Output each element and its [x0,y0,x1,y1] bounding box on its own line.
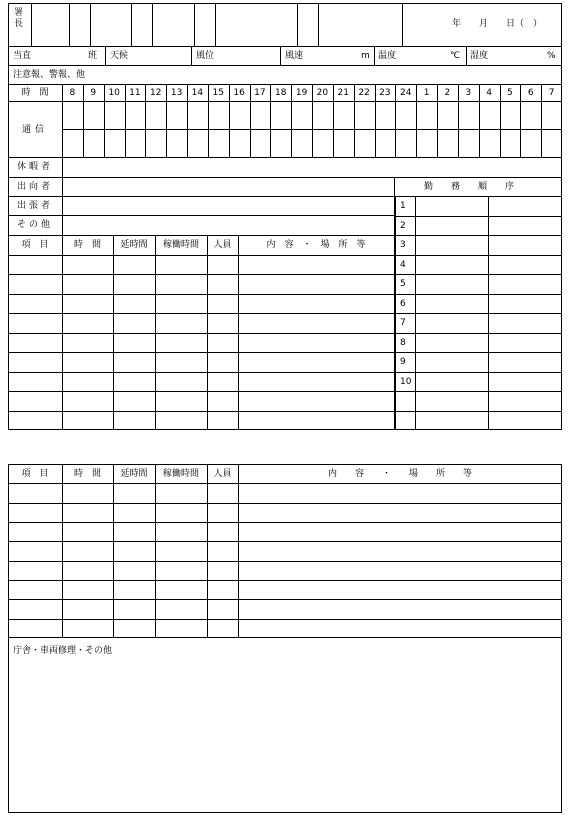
duty-order-cell[interactable] [488,196,562,216]
duty-order-cell[interactable] [488,372,562,392]
training-row [8,196,396,216]
activity-cell[interactable] [238,333,394,353]
activity-cell[interactable] [62,255,113,275]
duty-order-cell[interactable] [488,333,562,353]
weather-label: 天候 [110,51,129,61]
duty-order-cell[interactable] [415,372,488,392]
duty-order-cell[interactable] [488,255,562,275]
duty-order-cell[interactable] [488,391,562,411]
wind-speed-label: 風速 [285,51,304,61]
temperature-label: 温度 [378,51,397,61]
activity2-header-people: 人員 [213,469,232,479]
activity-cell[interactable] [155,352,207,372]
duty-order-cell[interactable] [488,352,562,372]
hour-label: 13 [170,88,183,98]
activity-cell[interactable] [207,294,238,314]
activity-cell[interactable] [155,483,207,502]
hour-label: 10 [108,88,120,98]
comm-cell[interactable] [291,101,312,157]
activity-cell[interactable] [207,561,238,580]
hour-label: 24 [399,88,412,98]
hour-label: 18 [274,88,287,98]
duty-label: 当直 [13,51,32,61]
wind-direction-label: 風位 [196,51,215,61]
activity-cell[interactable] [113,619,155,638]
activity2-header-item: 項 目 [21,469,49,479]
duty-order-number: 2 [400,220,406,231]
shift-label: 班 [88,51,98,61]
activity-cell[interactable] [113,372,155,392]
duty-order-cell[interactable] [415,391,488,411]
activity-cell[interactable] [62,522,113,541]
activity-header-time: 時 間 [73,240,101,250]
activity-cell[interactable] [207,411,238,431]
off-duty-label: 休暇者 [16,162,53,172]
hour-label: 8 [69,88,76,98]
duty-order-cell[interactable] [488,411,562,431]
comm-cell[interactable] [437,101,458,157]
activity-cell[interactable] [207,599,238,618]
activity-cell[interactable] [207,372,238,392]
activity-cell[interactable] [155,522,207,541]
duty-order-number: 9 [400,357,406,367]
stamp-divider [297,3,298,47]
hour-label: 7 [548,88,555,98]
activity-cell[interactable] [8,599,62,618]
duty-order-cell[interactable] [415,274,488,294]
duty-order-number: 5 [400,279,406,289]
activity-cell[interactable] [8,372,62,392]
activity-cell[interactable] [207,313,238,333]
activity-cell[interactable] [62,294,113,314]
duty-order-cell[interactable] [488,313,562,333]
activity-cell[interactable] [62,411,113,431]
chief-label: 署長 [12,7,22,29]
activity-cell[interactable] [113,333,155,353]
comm-cell[interactable] [187,101,208,157]
comm-cell[interactable] [83,101,104,157]
duty-order-cell[interactable] [415,294,488,314]
activity-cell[interactable] [8,294,62,314]
hour-label: 17 [254,88,266,98]
training-label: 出張者 [16,201,53,211]
activity-cell[interactable] [207,580,238,599]
activity-header-work-time: 稼働時間 [162,240,199,250]
activity-cell[interactable] [155,541,207,560]
activity-cell[interactable] [207,391,238,411]
activity-cell[interactable] [207,522,238,541]
activity-cell[interactable] [113,352,155,372]
activity-cell[interactable] [207,352,238,372]
activity-cell[interactable] [113,561,155,580]
comm-cell[interactable] [333,101,354,157]
hour-label: 9 [90,88,97,98]
activity-cell[interactable] [155,391,207,411]
activity-cell[interactable] [8,561,62,580]
off-duty-row [8,157,562,178]
hour-label: 14 [191,88,204,98]
activity2-header-time: 時 間 [73,469,101,479]
notes-label: 庁舎・車両修理・その他 [13,646,113,656]
activity-cell[interactable] [62,274,113,294]
activity-cell[interactable] [8,274,62,294]
activity-cell[interactable] [62,313,113,333]
activity-cell[interactable] [207,255,238,275]
activity-cell[interactable] [207,503,238,522]
activity-cell[interactable] [238,391,394,411]
comm-cell[interactable] [541,101,562,157]
hour-label: 12 [149,88,162,98]
duty-order-cell[interactable] [415,333,488,353]
hour-label: 4 [486,88,492,98]
activity-cell[interactable] [238,274,394,294]
activity-cell[interactable] [113,313,155,333]
comm-cell[interactable] [354,101,375,157]
dispatched-label: 出向者 [16,182,53,192]
activity-cell[interactable] [155,255,207,275]
activity-cell[interactable] [207,619,238,638]
activity-cell[interactable] [238,483,562,502]
activity-cell[interactable] [113,391,155,411]
activity-cell[interactable] [238,372,394,392]
activity-cell[interactable] [8,503,62,522]
activity-cell[interactable] [238,580,562,599]
hour-label: 5 [507,88,513,98]
comm-cell[interactable] [500,101,521,157]
activity-cell[interactable] [238,313,394,333]
activity-cell[interactable] [155,333,207,353]
hour-label: 11 [129,88,141,98]
hour-label: 1 [423,88,430,98]
comm-cell[interactable] [145,101,166,157]
comm-cell[interactable] [416,101,437,157]
comm-cell[interactable] [375,101,396,157]
activity-cell[interactable] [62,599,113,618]
activity-cell[interactable] [155,503,207,522]
hour-label: 2 [444,88,451,98]
duty-order-cell[interactable] [415,313,488,333]
activity-cell[interactable] [155,561,207,580]
activity-cell[interactable] [62,333,113,353]
activity-cell[interactable] [155,313,207,333]
activity-cell[interactable] [62,352,113,372]
comm-cell[interactable] [479,101,500,157]
duty-order-number: 6 [400,298,406,309]
duty-order-cell[interactable] [488,294,562,314]
stamp-box[interactable] [215,3,297,47]
activity-cell[interactable] [238,522,562,541]
duty-order-header: 勤務順序 [423,182,532,192]
activity-cell[interactable] [238,619,562,638]
comm-cell[interactable] [62,101,83,157]
activity-cell[interactable] [155,372,207,392]
activity-cell[interactable] [8,541,62,560]
activity-cell[interactable] [113,483,155,502]
activity-cell[interactable] [207,274,238,294]
activity-cell[interactable] [155,274,207,294]
date-label: 年 月 日（ ） [452,19,543,29]
humidity-unit: % [547,51,556,61]
activity-cell[interactable] [238,411,394,431]
hour-label: 19 [295,88,308,98]
hour-label: 22 [358,88,370,98]
activity-header-people: 人員 [213,240,232,250]
activity-cell[interactable] [113,522,155,541]
wind-speed-unit: m [361,51,370,61]
stamp-divider [402,3,403,47]
comm-cell[interactable] [229,101,250,157]
activity-cell[interactable] [113,255,155,275]
activity-cell[interactable] [238,503,562,522]
humidity-label: 湿度 [470,51,489,61]
comm-cell[interactable] [166,101,187,157]
activity-cell[interactable] [8,313,62,333]
hour-label: 20 [316,88,329,98]
duty-order-cell[interactable] [488,235,562,255]
activity-cell[interactable] [155,580,207,599]
stamp-divider [69,3,70,47]
activity-cell[interactable] [62,561,113,580]
activity2-header-total-time: 延時間 [120,469,148,479]
stamp-box[interactable] [90,3,131,47]
activity2-header-content: 内 容 ・ 場 所 等 [327,469,472,479]
duty-order-number: 3 [400,240,406,250]
activity-cell[interactable] [62,541,113,560]
activity-cell[interactable] [155,599,207,618]
stamp-divider [131,3,132,47]
comm-cell[interactable] [250,101,271,157]
comm-label: 通信 [21,125,48,135]
duty-order-number: 10 [400,376,412,387]
duty-order-number: 4 [400,259,406,270]
comm-cell[interactable] [312,101,333,157]
duty-order-cell[interactable] [415,196,488,216]
comm-cell[interactable] [395,101,416,157]
hour-label: 6 [527,88,534,98]
activity-cell[interactable] [62,619,113,638]
time-row-label: 時 間 [21,88,49,98]
duty-order-cell[interactable] [415,411,488,431]
activity-header-content: 内 容 ・ 場 所 等 [266,240,366,250]
comm-cell[interactable] [208,101,229,157]
activity-cell[interactable] [207,483,238,502]
activity-cell[interactable] [238,352,394,372]
stamp-box[interactable] [152,3,194,47]
comm-cell[interactable] [458,101,479,157]
activity-cell[interactable] [62,391,113,411]
activity-cell[interactable] [8,483,62,502]
comm-cell[interactable] [270,101,291,157]
activity-cell[interactable] [238,294,394,314]
duty-order-cell[interactable] [488,216,562,236]
comm-cell[interactable] [520,101,541,157]
activity-cell[interactable] [8,580,62,599]
comm-cell[interactable] [104,101,125,157]
activity-cell[interactable] [8,522,62,541]
comm-cell[interactable] [125,101,146,157]
activity-cell[interactable] [62,503,113,522]
notes-box[interactable] [8,637,562,813]
activity-cell[interactable] [155,294,207,314]
activity-cell[interactable] [207,541,238,560]
activity-cell[interactable] [113,503,155,522]
duty-order-number: 1 [400,201,406,211]
temperature-unit: ℃ [450,51,461,61]
activity-cell[interactable] [8,619,62,638]
hour-label: 23 [379,88,391,98]
activity-cell[interactable] [8,333,62,353]
activity-cell[interactable] [62,372,113,392]
hour-label: 3 [465,88,472,98]
hour-label: 15 [212,88,224,98]
activity-cell[interactable] [113,580,155,599]
activity2-header-work-time: 稼働時間 [162,469,199,479]
activity-cell[interactable] [155,411,207,431]
activity-cell[interactable] [155,619,207,638]
activity-cell[interactable] [238,255,394,275]
stamp-box[interactable] [31,3,69,47]
activity-cell[interactable] [113,541,155,560]
activity-cell[interactable] [113,294,155,314]
duty-order-cell[interactable] [415,352,488,372]
activity-cell[interactable] [238,561,562,580]
activity-cell[interactable] [8,411,62,431]
activity-cell[interactable] [207,333,238,353]
hour-label: 21 [337,88,349,98]
duty-order-cell[interactable] [415,255,488,275]
other-row [8,215,396,236]
activity-cell[interactable] [8,391,62,411]
duty-order-cell[interactable] [488,274,562,294]
activity-header-item: 項 目 [21,240,49,250]
duty-order-cell[interactable] [415,216,488,236]
activity-cell[interactable] [113,599,155,618]
activity-cell[interactable] [8,352,62,372]
activity-cell[interactable] [62,580,113,599]
duty-order-number: 8 [400,337,406,348]
hour-label: 16 [233,88,245,98]
stamp-divider [194,3,195,47]
duty-order-number: 7 [400,318,406,328]
activity-cell[interactable] [238,599,562,618]
activity-cell[interactable] [238,541,562,560]
activity-header-total-time: 延時間 [120,240,148,250]
activity-cell[interactable] [8,255,62,275]
activity-cell[interactable] [113,274,155,294]
duty-order-cell[interactable] [415,235,488,255]
activity-cell[interactable] [62,483,113,502]
activity-cell[interactable] [113,411,155,431]
alerts-label: 注意報、警報、他 [13,70,86,80]
other-label: その他 [16,220,53,230]
alerts-row [8,65,562,85]
stamp-box[interactable] [318,3,402,47]
